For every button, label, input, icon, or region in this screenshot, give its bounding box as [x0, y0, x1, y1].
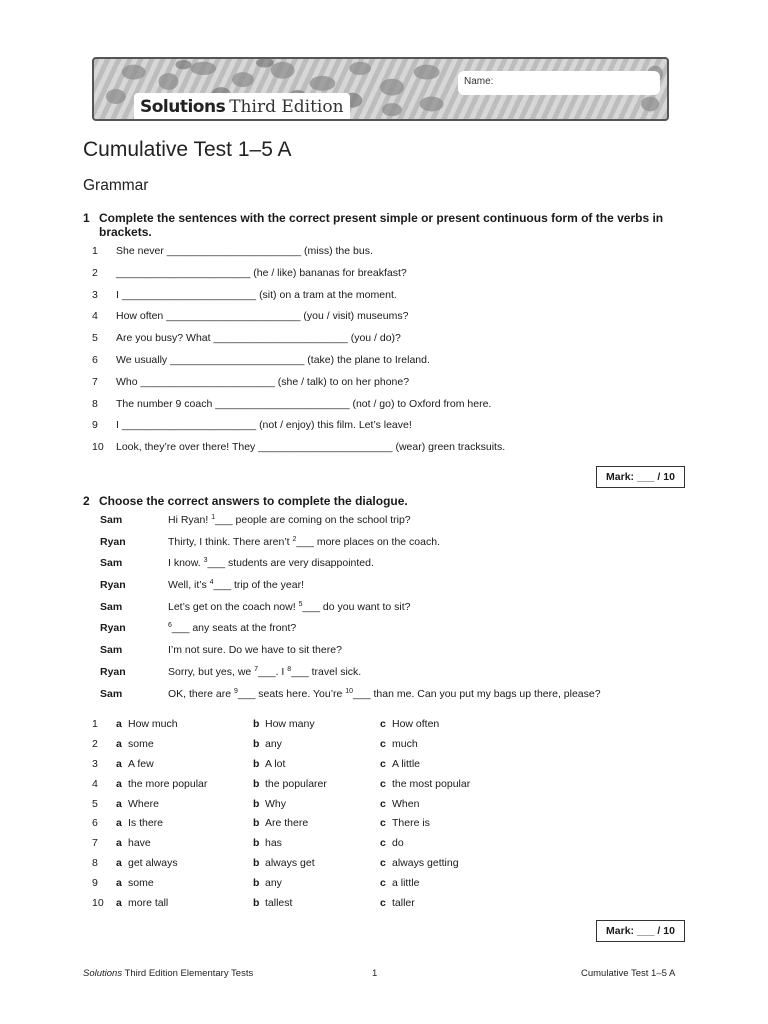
dialogue-line [100, 579, 700, 601]
option-row [92, 798, 692, 818]
item-number: 10 [92, 441, 104, 454]
item-number: 1 [92, 245, 98, 257]
option-text: How often [392, 718, 440, 730]
option-letter: b [253, 857, 260, 870]
option-a[interactable] [116, 718, 253, 738]
sentence-item [92, 267, 692, 289]
text-part: I know. [168, 557, 204, 570]
option-letter: c [380, 718, 386, 730]
question-number: 2 [83, 494, 90, 508]
option-row [92, 897, 692, 917]
sentence-item [92, 354, 692, 376]
option-text: When [392, 797, 420, 810]
option-text: A few [128, 757, 154, 770]
text-part: Let’s get on the coach now! [168, 600, 299, 613]
footer-brand: Solutions [83, 968, 123, 979]
option-text: A little [392, 757, 421, 770]
dialogue-text [168, 536, 440, 558]
option-a[interactable] [116, 798, 253, 818]
option-letter: b [253, 817, 260, 830]
option-text: a little [392, 877, 420, 890]
speaker-name: Ryan [100, 665, 126, 678]
footer-right: Cumulative Test 1–5 A [581, 968, 676, 979]
dialogue-text [168, 601, 410, 623]
option-text: do [392, 837, 404, 850]
footer-series: Third Edition Elementary Tests [122, 968, 254, 979]
gap-number: 5 [298, 600, 303, 608]
option-a[interactable] [116, 817, 253, 837]
dialogue-text [168, 514, 411, 536]
option-letter: c [380, 837, 386, 850]
dialogue-line [100, 644, 700, 666]
text-part: OK, there are [168, 687, 234, 700]
sentence-item [92, 332, 692, 354]
option-b[interactable] [253, 778, 380, 798]
speaker-name: Sam [100, 687, 123, 700]
question-1-heading [83, 211, 669, 239]
option-text: There is [392, 817, 430, 830]
option-b[interactable] [253, 798, 380, 818]
item-text[interactable]: Who _______________________ (she / talk) to on her phone? [116, 375, 410, 388]
option-letter: b [253, 777, 260, 790]
option-letter: a [116, 797, 122, 810]
brand-edition: Third Edition [229, 97, 344, 117]
sentence-item [92, 398, 692, 420]
option-letter: c [380, 857, 386, 870]
item-number: 6 [92, 353, 98, 366]
item-number: 8 [92, 397, 98, 410]
option-text: How many [265, 718, 315, 730]
item-text[interactable]: We usually _______________________ (take) the plane to Ireland. [116, 353, 430, 366]
item-text[interactable]: _______________________ (he / like) bananas for breakfast? [116, 266, 407, 279]
text-part[interactable]: ___ than me. Can you put my bags up there, please? [353, 687, 601, 700]
item-number: 2 [92, 266, 98, 279]
item-number: 7 [92, 375, 98, 388]
option-row [92, 718, 692, 738]
sentence-item [92, 376, 692, 398]
option-text: much [392, 737, 418, 750]
item-text[interactable]: I _______________________ (sit) on a tram at the moment. [116, 288, 397, 301]
option-text: any [265, 737, 282, 750]
speaker-name: Sam [100, 557, 123, 570]
question-instruction: Choose the correct answers to complete the dialogue. [99, 494, 408, 508]
option-text: Is there [128, 817, 164, 830]
option-text: some [128, 737, 154, 750]
sentence-item [92, 310, 692, 332]
option-c[interactable] [380, 837, 404, 857]
option-c[interactable] [380, 718, 439, 738]
option-row [92, 837, 692, 857]
gap-number: 2 [292, 535, 297, 543]
option-text: get always [128, 857, 178, 870]
answer-options [92, 718, 692, 917]
option-a[interactable] [116, 877, 253, 897]
option-b[interactable] [253, 738, 380, 758]
option-row [92, 817, 692, 837]
option-b[interactable] [253, 897, 380, 917]
speaker-name: Sam [100, 644, 123, 657]
item-text[interactable]: Look, they’re over there! They _______________________ (wear) green tracksuits. [116, 441, 506, 454]
option-c[interactable] [380, 798, 419, 818]
question-number: 1 [83, 211, 90, 225]
option-row [92, 758, 692, 778]
option-number: 4 [92, 777, 98, 790]
option-letter: c [380, 757, 386, 770]
item-number: 9 [92, 419, 98, 432]
page-number: 1 [372, 968, 378, 979]
option-text: more tall [128, 897, 169, 910]
option-letter: c [380, 777, 386, 790]
option-letter: b [253, 797, 260, 810]
option-letter: a [116, 757, 122, 770]
option-text: always getting [392, 857, 459, 870]
gap-number: 10 [345, 687, 354, 695]
text-part[interactable]: ___ do you want to sit? [302, 600, 411, 613]
text-part[interactable]: ___ more places on the coach. [296, 535, 440, 548]
item-text[interactable]: The number 9 coach _______________________ (not / go) to Oxford from here. [116, 397, 492, 410]
page-title: Cumulative Test 1–5 A [83, 138, 292, 161]
option-row [92, 857, 692, 877]
dialogue-text [168, 688, 601, 710]
gap-number: 3 [203, 557, 208, 565]
option-text: have [128, 837, 151, 850]
option-letter: a [116, 877, 122, 890]
option-letter: a [116, 837, 122, 850]
dialogue-line [100, 688, 700, 710]
brand-logo [134, 93, 350, 121]
option-text: Are there [265, 817, 309, 830]
text-part[interactable]: ___ travel sick. [291, 665, 362, 678]
dialogue-text [168, 666, 361, 688]
question-2-heading [83, 494, 669, 508]
option-b[interactable] [253, 718, 380, 738]
dialogue-text [168, 622, 296, 644]
item-text[interactable]: How often _______________________ (you / visit) museums? [116, 310, 409, 323]
option-b[interactable] [253, 857, 380, 877]
option-text: some [128, 877, 154, 890]
header-banner [92, 57, 669, 121]
speaker-name: Sam [100, 514, 123, 526]
gap-number: 8 [287, 665, 292, 673]
mark-box-1[interactable]: Mark: ___ / 10 [596, 466, 685, 488]
option-text: the most popular [392, 777, 471, 790]
option-letter: a [116, 897, 122, 910]
option-letter: b [253, 718, 260, 730]
gap-number: 7 [254, 665, 259, 673]
option-letter: c [380, 897, 386, 910]
sentence-item [92, 289, 692, 311]
footer-left [83, 968, 253, 979]
dialogue-line [100, 622, 700, 644]
sentence-item [92, 441, 692, 463]
option-row [92, 877, 692, 897]
text-part: Thirty, I think. There aren’t [168, 535, 293, 548]
speaker-name: Ryan [100, 535, 126, 548]
option-letter: c [380, 797, 386, 810]
option-c[interactable] [380, 778, 470, 798]
text-part[interactable]: ___ people are coming on the school trip? [215, 514, 411, 526]
gap-number: 4 [209, 579, 214, 587]
option-letter: b [253, 757, 260, 770]
option-a[interactable] [116, 837, 253, 857]
text-part[interactable]: ___. I [258, 665, 288, 678]
option-a[interactable] [116, 778, 253, 798]
option-a[interactable] [116, 738, 253, 758]
brand-name: Solutions [140, 97, 226, 117]
option-number: 6 [92, 817, 98, 830]
option-b[interactable] [253, 837, 380, 857]
mark-box-2[interactable]: Mark: ___ / 10 [596, 920, 685, 942]
item-number: 4 [92, 310, 98, 323]
option-b[interactable] [253, 877, 380, 897]
item-text[interactable]: Are you busy? What _______________________ (you / do)? [116, 332, 401, 345]
option-a[interactable] [116, 758, 253, 778]
option-c[interactable] [380, 758, 420, 778]
option-c[interactable] [380, 897, 415, 917]
text-part: Hi Ryan! [168, 514, 212, 526]
option-number: 9 [92, 877, 98, 890]
option-row [92, 778, 692, 798]
option-number: 2 [92, 737, 98, 750]
option-text: How much [128, 718, 178, 730]
dialogue-line [100, 514, 700, 536]
option-text: the popularer [265, 777, 327, 790]
option-number: 5 [92, 797, 98, 810]
option-text: A lot [265, 757, 286, 770]
option-row [92, 738, 692, 758]
option-c[interactable] [380, 877, 419, 897]
text-part[interactable]: ___ trip of the year! [213, 579, 305, 592]
option-c[interactable] [380, 857, 459, 877]
name-field[interactable] [458, 71, 660, 95]
gap-number: 1 [211, 514, 216, 521]
text-part[interactable]: ___ students are very disappointed. [207, 557, 374, 570]
option-b[interactable] [253, 817, 380, 837]
option-text: Where [128, 797, 159, 810]
text-part[interactable]: ___ any seats at the front? [171, 622, 297, 635]
text-part: Well, it’s [168, 579, 210, 592]
option-letter: b [253, 877, 260, 890]
option-letter: c [380, 817, 386, 830]
option-letter: b [253, 837, 260, 850]
gap-number: 9 [233, 687, 238, 695]
option-a[interactable] [116, 897, 253, 917]
option-text: always get [265, 857, 315, 870]
option-letter: b [253, 897, 260, 910]
dialogue-line [100, 536, 700, 558]
option-letter: c [380, 737, 386, 750]
option-number: 1 [92, 718, 98, 730]
dialogue-line [100, 601, 700, 623]
option-c[interactable] [380, 817, 430, 837]
option-letter: a [116, 737, 122, 750]
section-heading: Grammar [83, 177, 149, 194]
gap-number: 6 [168, 622, 172, 630]
option-text: taller [392, 897, 415, 910]
speaker-name: Ryan [100, 622, 126, 635]
item-text[interactable]: She never _______________________ (miss) the bus. [116, 245, 373, 257]
item-number: 5 [92, 332, 98, 345]
name-label: Name: [464, 76, 494, 87]
option-c[interactable] [380, 738, 418, 758]
option-letter: a [116, 777, 122, 790]
question-1-items [92, 245, 692, 463]
option-text: tallest [265, 897, 293, 910]
dialogue-line [100, 666, 700, 688]
option-letter: b [253, 737, 260, 750]
sentence-item [92, 245, 692, 267]
option-letter: a [116, 857, 122, 870]
option-a[interactable] [116, 857, 253, 877]
question-instruction: Complete the sentences with the correct present simple or present continuous form of the verbs in brackets. [99, 211, 664, 239]
dialogue-text [168, 644, 342, 666]
option-letter: c [380, 877, 386, 890]
dialogue-text [168, 579, 304, 601]
option-text: has [265, 837, 282, 850]
text-part: Sorry, but yes, we [168, 665, 255, 678]
option-text: Why [265, 797, 286, 810]
option-number: 3 [92, 757, 98, 770]
dialogue-line [100, 557, 700, 579]
speaker-name: Ryan [100, 579, 126, 592]
dialogue-text [168, 557, 374, 579]
option-b[interactable] [253, 758, 380, 778]
text-part: I’m not sure. Do we have to sit there? [168, 644, 342, 657]
option-letter: a [116, 817, 122, 830]
text-part[interactable]: ___ seats here. You’re [237, 687, 346, 700]
option-number: 7 [92, 837, 98, 850]
option-text: the more popular [128, 777, 208, 790]
sentence-item [92, 419, 692, 441]
option-number: 10 [92, 897, 104, 910]
speaker-name: Sam [100, 600, 123, 613]
option-number: 8 [92, 857, 98, 870]
dialogue [100, 514, 700, 709]
item-text[interactable]: I _______________________ (not / enjoy) this film. Let’s leave! [116, 419, 412, 432]
item-number: 3 [92, 288, 98, 301]
option-text: any [265, 877, 282, 890]
option-letter: a [116, 718, 122, 730]
